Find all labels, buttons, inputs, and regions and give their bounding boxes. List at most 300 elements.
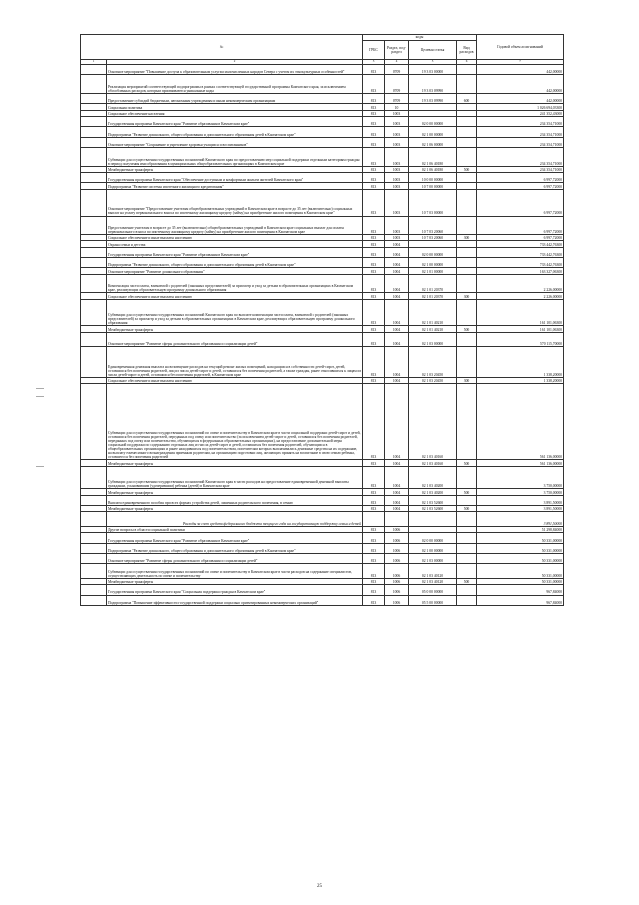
row-vid-cell	[457, 274, 477, 293]
table-row	[81, 466, 564, 489]
row-name-cell: Межбюджетные трансферты	[107, 506, 363, 512]
row-grbs-cell: 813	[363, 495, 385, 505]
row-razdel-cell: 1006	[385, 526, 409, 532]
row-grbs-cell: 813	[363, 75, 385, 94]
row-target-cell: 02 1 01 00000	[409, 268, 457, 274]
row-target-cell: 05 5 00 00000	[409, 595, 457, 605]
row-target-cell: 10 0 00 00000	[409, 173, 457, 183]
row-vid-cell: 300	[457, 293, 477, 299]
row-vid-cell	[457, 173, 477, 183]
col-index: 5	[409, 60, 457, 65]
row-razdel-cell: 1006	[385, 595, 409, 605]
row-number-cell	[81, 189, 107, 216]
row-name-cell: Субвенции для осуществления государственных полномочий по опеке и попечительству в Камчатском крае в части социальной поддержки детей-сирот и детей, оставшихся без попечения родителей, переданных под опеку или попечительство (за исключением детей-сирот и детей, оставшихся без попечения родителей, переданных под опеку или попечительство, обучающихся в федеральных образовательных организациях), на предоставление дополнительной меры социальной поддержки по содержанию отдельных лиц из числа детей-сирот и детей, оставшихся без попечения родителей, обучающихся в общеобразовательных организациях и ранее находившихся под попечительством, попечителям которых выплачивались денежные средства на их содержание, на выплату ежемесячного вознаграждения приемным родителям, на организацию подготовки лиц, желающих принять на воспитание в свою семью ребенка, оставшегося без попечения родителей	[107, 384, 363, 460]
row-grbs-cell: 813	[363, 216, 385, 235]
table-row	[81, 127, 564, 137]
row-razdel-cell	[385, 512, 409, 527]
row-razdel-cell: 1004	[385, 384, 409, 460]
row-amount-cell: 1 338,20000	[477, 347, 564, 378]
row-target-cell: 02 1 06 40180	[409, 148, 457, 167]
row-grbs-cell: 813	[363, 595, 385, 605]
row-name-cell: Подпрограмма "Развитие дошкольного, общего образования и дополнительного образования детей в Камчатском крае"	[107, 543, 363, 553]
table-row	[81, 564, 564, 579]
row-razdel-cell: 1006	[385, 554, 409, 564]
row-amount-cell: 50 331,00000	[477, 578, 564, 584]
row-grbs-cell: 813	[363, 564, 385, 579]
table-header-row	[81, 35, 564, 41]
row-number-cell	[81, 512, 107, 527]
row-vid-cell	[457, 137, 477, 147]
row-number-cell	[81, 495, 107, 505]
row-target-cell: 02 1 03 40160	[409, 460, 457, 466]
row-grbs-cell: 813	[363, 137, 385, 147]
row-target-cell: 19 3 03 09990	[409, 75, 457, 94]
row-amount-cell: 163 327,06300	[477, 268, 564, 274]
row-amount-cell: 50 331,00000	[477, 543, 564, 553]
row-amount-cell: 733 442,76300	[477, 247, 564, 257]
table-row	[81, 65, 564, 75]
table-row	[81, 247, 564, 257]
row-razdel-cell: 0709	[385, 93, 409, 103]
row-amount-cell: 442,00000	[477, 65, 564, 75]
row-grbs-cell: 813	[363, 65, 385, 75]
row-grbs-cell: 813	[363, 384, 385, 460]
table-row	[81, 189, 564, 216]
row-vid-cell	[457, 258, 477, 268]
row-target-cell: 02 1 03 20450	[409, 378, 457, 384]
row-number-cell	[81, 65, 107, 75]
row-amount-cell: 6 997,72000	[477, 189, 564, 216]
row-grbs-cell: 813	[363, 506, 385, 512]
row-grbs-cell: 813	[363, 460, 385, 466]
table-row	[81, 595, 564, 605]
row-razdel-cell: 1004	[385, 378, 409, 384]
row-grbs-cell: 813	[363, 378, 385, 384]
col-header-number: №	[81, 35, 363, 60]
row-number-cell	[81, 127, 107, 137]
row-amount-cell: 50 331,00000	[477, 564, 564, 579]
row-target-cell: 02 1 03 40200	[409, 466, 457, 489]
row-name-cell: Предоставление субсидий бюджетным, автономным учреждениям и иным некоммерческим организациям	[107, 93, 363, 103]
row-grbs-cell: 813	[363, 268, 385, 274]
row-number-cell	[81, 384, 107, 460]
col-index: 7	[477, 60, 564, 65]
row-target-cell: 02 1 03 40200	[409, 489, 457, 495]
row-target-cell: 02 1 01 20370	[409, 293, 457, 299]
row-razdel-cell: 1004	[385, 258, 409, 268]
col-header-grbs: ГРБС	[363, 41, 385, 60]
table-row	[81, 384, 564, 460]
row-name-cell: Социальное обеспечение и иные выплаты населению	[107, 378, 363, 384]
row-razdel-cell: 1003	[385, 148, 409, 167]
row-razdel-cell: 1006	[385, 578, 409, 584]
row-razdel-cell: 1006	[385, 585, 409, 595]
row-grbs-cell: 813	[363, 293, 385, 299]
row-vid-cell: 500	[457, 326, 477, 332]
row-vid-cell: 300	[457, 378, 477, 384]
row-grbs-cell: 813	[363, 554, 385, 564]
row-vid-cell: 500	[457, 489, 477, 495]
row-razdel-cell: 1003	[385, 173, 409, 183]
row-grbs-cell: 813	[363, 258, 385, 268]
row-grbs-cell: 813	[363, 578, 385, 584]
table-row	[81, 75, 564, 94]
row-target-cell: 02 0 00 00000	[409, 116, 457, 126]
budget-table	[80, 34, 564, 606]
table-row	[81, 299, 564, 326]
row-vid-cell	[457, 347, 477, 378]
row-vid-cell	[457, 554, 477, 564]
row-number-cell	[81, 274, 107, 293]
row-grbs-cell: 813	[363, 166, 385, 172]
row-vid-cell	[457, 512, 477, 527]
col-header-razdel: Раздел, под-раздел	[385, 41, 409, 60]
row-razdel-cell: 1004	[385, 347, 409, 378]
row-number-cell	[81, 595, 107, 605]
row-grbs-cell: 813	[363, 466, 385, 489]
table-row	[81, 347, 564, 378]
row-name-cell: Социальная политика	[107, 104, 363, 110]
row-razdel-cell: 1004	[385, 332, 409, 347]
row-vid-cell: 500	[457, 166, 477, 172]
row-name-cell: Межбюджетные трансферты	[107, 460, 363, 466]
row-name-cell: Предоставление учителям в возрасте до 35 лет (включительно) общеобразовательных учреждений в Камчатском крае социальных выплат для оплаты первоначального взноса по ипотечному жилищному кредиту (займу) на приобретение жилого помещения в Камчатском крае	[107, 216, 363, 235]
row-vid-cell	[457, 564, 477, 579]
row-target-cell: 19 3 03 00000	[409, 65, 457, 75]
row-amount-cell: 733 442,76300	[477, 258, 564, 268]
row-amount-cell: 50 331,00000	[477, 554, 564, 564]
row-amount-cell: 967,84000	[477, 595, 564, 605]
row-amount-cell: 1 338,20000	[477, 378, 564, 384]
row-vid-cell	[457, 216, 477, 235]
row-razdel-cell: 10	[385, 104, 409, 110]
row-amount-cell: 561 136,00000	[477, 384, 564, 460]
row-name-cell: Единовременная денежная выплата на возмещение расходов на текущий ремонт жилых помещений, находящихся в собственности детей-сирот, детей, оставшихся без попечения родителей, лиц из числа детей-сирот и детей, оставшихся без попечения родителей, а также граждан, ранее относившихся к лицам из числа детей-сирот и детей, оставшихся без попечения родителей, в Камчатском крае	[107, 347, 363, 378]
col-index: 1	[81, 60, 107, 65]
row-amount-cell: 2 226,00000	[477, 293, 564, 299]
row-razdel-cell: 1004	[385, 268, 409, 274]
row-razdel-cell: 1006	[385, 564, 409, 579]
row-grbs-cell: 813	[363, 104, 385, 110]
scan-margin-mark	[36, 388, 44, 389]
row-target-cell: 02 1 03 52600	[409, 495, 457, 505]
row-name-cell: Охрана семьи и детства	[107, 241, 363, 247]
row-grbs-cell: 813	[363, 585, 385, 595]
row-amount-cell: 6 997,72000	[477, 183, 564, 189]
col-index: 3	[363, 60, 385, 65]
table-row	[81, 173, 564, 183]
row-target-cell: 10 7 03 20060	[409, 216, 457, 235]
table-row	[81, 495, 564, 505]
row-grbs-cell: 813	[363, 326, 385, 332]
table-row	[81, 533, 564, 543]
row-name-cell: Основное мероприятие "Предоставление учителям общеобразовательных учреждений в Камчатском крае в возрасте до 35 лет (включительно) социальных выплат на уплату первоначального взноса по ипотечному жилищному кредиту (займу) на приобретение жилого помещения в Камчатском крае"	[107, 189, 363, 216]
table-row	[81, 258, 564, 268]
row-target-cell: 02 1 01 40210	[409, 299, 457, 326]
row-grbs-cell: 813	[363, 127, 385, 137]
row-vid-cell	[457, 189, 477, 216]
row-grbs-cell: 813	[363, 93, 385, 103]
budget-rows	[81, 65, 564, 606]
table-row	[81, 93, 564, 103]
row-target-cell: 02 1 00 00000	[409, 127, 457, 137]
row-name-cell: Государственная программа Камчатского края "Развитие образования в Камчатском крае"	[107, 116, 363, 126]
row-amount-cell: 51 298,84000	[477, 526, 564, 532]
row-razdel-cell: 1003	[385, 189, 409, 216]
table-row	[81, 512, 564, 527]
row-razdel-cell: 1004	[385, 460, 409, 466]
row-amount-cell: 967,84000	[477, 585, 564, 595]
row-amount-cell: 6 997,72000	[477, 173, 564, 183]
row-name-cell: Государственная программа Камчатского края "Социальная поддержка граждан в Камчатском крае"	[107, 585, 363, 595]
row-target-cell: 02 1 03 00000	[409, 554, 457, 564]
row-grbs-cell	[363, 512, 385, 527]
row-number-cell	[81, 75, 107, 94]
row-razdel-cell: 0709	[385, 75, 409, 94]
row-vid-cell: 500	[457, 460, 477, 466]
row-vid-cell	[457, 299, 477, 326]
row-grbs-cell: 813	[363, 489, 385, 495]
row-amount-cell: 6 997,72000	[477, 216, 564, 235]
row-razdel-cell: 1003	[385, 166, 409, 172]
row-name-cell: Основное мероприятие "Сохранение и укрепление здоровья учащихся и воспитанников"	[107, 137, 363, 147]
row-razdel-cell: 1004	[385, 326, 409, 332]
row-vid-cell	[457, 148, 477, 167]
row-vid-cell	[457, 65, 477, 75]
col-index: 6	[457, 60, 477, 65]
row-vid-cell	[457, 75, 477, 94]
row-target-cell: 02 0 00 00000	[409, 533, 457, 543]
row-vid-cell	[457, 466, 477, 489]
row-name-cell: Социальное обеспечение и иные выплаты населению	[107, 235, 363, 241]
row-name-cell: Межбюджетные трансферты	[107, 326, 363, 332]
row-razdel-cell: 1004	[385, 247, 409, 257]
row-target-cell: 02 1 03 00000	[409, 332, 457, 347]
row-vid-cell	[457, 332, 477, 347]
row-grbs-cell: 813	[363, 347, 385, 378]
row-target-cell: 02 1 06 00000	[409, 137, 457, 147]
row-amount-cell: 3 750,00000	[477, 489, 564, 495]
row-target-cell: 10 7 03 00000	[409, 189, 457, 216]
row-grbs-cell: 813	[363, 274, 385, 293]
row-name-cell: Государственная программа Камчатского края "Обеспечение доступным и комфортным жильем жителей Камчатского края"	[107, 173, 363, 183]
row-name-cell: Социальное обеспечение населения	[107, 110, 363, 116]
row-number-cell	[81, 93, 107, 103]
row-name-cell: Расходы за счет средств федерального бюджета текущего года на государственную поддержку семьи и детей	[107, 512, 363, 527]
row-target-cell: 02 1 03 52600	[409, 506, 457, 512]
row-amount-cell: 561 136,00000	[477, 460, 564, 466]
row-name-cell: Субвенции для осуществления государственных полномочий по опеке и попечительству в Камчатском крае в части расходов на содержание специалистов, осуществляющих деятельность по опеке и попечительству	[107, 564, 363, 579]
row-name-cell: Государственная программа Камчатского края "Развитие образования в Камчатском крае"	[107, 533, 363, 543]
row-amount-cell: 234 354,71000	[477, 148, 564, 167]
table-row	[81, 543, 564, 553]
row-razdel-cell: 1003	[385, 183, 409, 189]
row-amount-cell: 570 115,70000	[477, 332, 564, 347]
row-name-cell: Компенсация части платы, взимаемой с родителей (законных представителей) за присмотр и уход за детьми в образовательных организациях в Камчатском крае, реализующих образовательную программу дошкольного образования	[107, 274, 363, 293]
row-grbs-cell: 813	[363, 173, 385, 183]
table-row	[81, 116, 564, 126]
table-row	[81, 585, 564, 595]
row-amount-cell: 241 352,43000	[477, 110, 564, 116]
row-razdel-cell: 1003	[385, 216, 409, 235]
scan-margin-mark	[36, 466, 44, 467]
row-amount-cell: 50 331,00000	[477, 533, 564, 543]
row-number-cell	[81, 247, 107, 257]
row-name-cell: Подпрограмма "Повышение эффективности государственной поддержки социально ориентированных некоммерческих организаций"	[107, 595, 363, 605]
row-name-cell: Подпрограмма "Развитие системы ипотечного жилищного кредитования"	[107, 183, 363, 189]
row-target-cell: 02 1 03 20450	[409, 347, 457, 378]
row-razdel-cell: 1004	[385, 495, 409, 505]
scan-margin-mark	[36, 396, 44, 397]
row-vid-cell	[457, 533, 477, 543]
row-grbs-cell: 813	[363, 533, 385, 543]
row-razdel-cell: 1004	[385, 466, 409, 489]
row-razdel-cell: 1006	[385, 533, 409, 543]
row-number-cell	[81, 347, 107, 378]
row-razdel-cell: 1006	[385, 543, 409, 553]
row-vid-cell	[457, 247, 477, 257]
row-target-cell: 02 1 00 00000	[409, 258, 457, 268]
row-grbs-cell: 813	[363, 235, 385, 241]
row-razdel-cell: 1003	[385, 110, 409, 116]
page-number: 25	[317, 884, 322, 889]
table-row	[81, 137, 564, 147]
row-grbs-cell: 813	[363, 148, 385, 167]
row-vid-cell	[457, 116, 477, 126]
row-number-cell	[81, 137, 107, 147]
row-grbs-cell: 813	[363, 110, 385, 116]
row-name-cell: Межбюджетные трансферты	[107, 578, 363, 584]
row-number-cell	[81, 554, 107, 564]
row-grbs-cell: 813	[363, 543, 385, 553]
row-grbs-cell: 813	[363, 189, 385, 216]
row-number-cell	[81, 216, 107, 235]
row-number-cell	[81, 258, 107, 268]
row-amount-cell: 733 442,76300	[477, 241, 564, 247]
row-amount-cell: 234 354,71000	[477, 166, 564, 172]
row-target-cell	[409, 512, 457, 527]
row-name-cell: Реализация мероприятий соответствующей подпрограммы в рамках соответствующей государственной программы Камчатского края, за исключением обособленных расходов, которым присваиваются уникальные коды	[107, 75, 363, 94]
row-amount-cell: 161 101,06300	[477, 326, 564, 332]
row-razdel-cell: 1004	[385, 293, 409, 299]
row-number-cell	[81, 585, 107, 595]
row-grbs-cell: 813	[363, 332, 385, 347]
row-name-cell: Основное мероприятие "Повышение доступа к образовательным услугам малочисленных народов Севера с учетом их этнокультурных особенностей"	[107, 65, 363, 75]
row-target-cell: 05 0 00 00000	[409, 585, 457, 595]
row-name-cell: Межбюджетные трансферты	[107, 166, 363, 172]
row-amount-cell: 442,00000	[477, 93, 564, 103]
row-name-cell: Социальное обеспечение и иные выплаты населению	[107, 293, 363, 299]
row-target-cell: 10 7 00 00000	[409, 183, 457, 189]
row-razdel-cell: 1004	[385, 274, 409, 293]
row-amount-cell: 234 354,71000	[477, 127, 564, 137]
row-vid-cell: 500	[457, 578, 477, 584]
row-name-cell: Государственная программа Камчатского края "Развитие образования в Камчатском крае"	[107, 247, 363, 257]
row-name-cell: Субвенции для осуществления государственных полномочий Камчатского края в части расходов на предоставление единовременной денежной выплаты гражданам, усыновившим (удочерившим) ребенка (детей) в Камчатском крае	[107, 466, 363, 489]
row-name-cell: Другие вопросы в области социальной политики	[107, 526, 363, 532]
row-name-cell: Основное мероприятие "Развитие сферы дополнительного образования и социализации детей"	[107, 554, 363, 564]
row-number-cell	[81, 543, 107, 553]
row-amount-cell: 234 354,71000	[477, 116, 564, 126]
row-grbs-cell: 813	[363, 241, 385, 247]
table-row	[81, 274, 564, 293]
row-razdel-cell: 1004	[385, 299, 409, 326]
col-header-amount: Годовой объем ассигнований	[477, 35, 564, 60]
row-number-cell	[81, 299, 107, 326]
row-name-cell: Основное мероприятие "Развитие дошкольного образования"	[107, 268, 363, 274]
table-row	[81, 216, 564, 235]
row-vid-cell	[457, 495, 477, 505]
col-index: 4	[385, 60, 409, 65]
row-number-cell	[81, 332, 107, 347]
row-razdel-cell: 1003	[385, 235, 409, 241]
row-target-cell: 02 1 03 40120	[409, 564, 457, 579]
row-number-cell	[81, 466, 107, 489]
row-vid-cell	[457, 543, 477, 553]
row-grbs-cell: 813	[363, 183, 385, 189]
row-number-cell	[81, 173, 107, 183]
row-grbs-cell: 813	[363, 247, 385, 257]
row-grbs-cell: 813	[363, 526, 385, 532]
row-razdel-cell: 1003	[385, 137, 409, 147]
col-index: 2	[107, 60, 363, 65]
row-name-cell: Субвенции для осуществления государственных полномочий Камчатского края по выплате компенсации части платы, взимаемой с родителей (законных представителей) за присмотр и уход за детьми в образовательных организациях в Камчатском крае, реализующих образовательную программу дошкольного образования	[107, 299, 363, 326]
row-amount-cell: 3 891,50000	[477, 506, 564, 512]
row-razdel-cell: 1004	[385, 241, 409, 247]
row-number-cell	[81, 116, 107, 126]
col-header-target: Целевая статья	[409, 41, 457, 60]
row-target-cell: 19 3 03 09990	[409, 93, 457, 103]
row-vid-cell: 300	[457, 235, 477, 241]
row-razdel-cell: 1004	[385, 489, 409, 495]
row-vid-cell: 500	[457, 506, 477, 512]
row-number-cell	[81, 148, 107, 167]
row-amount-cell: 2 226,00000	[477, 274, 564, 293]
row-number-cell	[81, 564, 107, 579]
row-amount-cell: 234 354,71000	[477, 137, 564, 147]
row-target-cell: 02 1 01 40210	[409, 326, 457, 332]
row-name-cell: Субвенции для осуществления государственных полномочий Камчатского края по предоставлению мер социальной поддержки отдельным категориям граждан в период получения ими образования в муниципальных общеобразовательных организациях в Камчатском крае	[107, 148, 363, 167]
col-header-codes: коды	[363, 35, 477, 41]
row-number-cell	[81, 533, 107, 543]
row-razdel-cell: 1003	[385, 127, 409, 137]
row-name-cell: Выплата единовременного пособия при всех формах устройства детей, лишенных родительского попечения, в семью	[107, 495, 363, 505]
row-amount-cell: 3 750,00000	[477, 466, 564, 489]
table-row	[81, 148, 564, 167]
row-name-cell: Подпрограмма "Развитие дошкольного, общего образования и дополнительного образования детей в Камчатском крае"	[107, 127, 363, 137]
row-amount-cell: 6 997,72000	[477, 235, 564, 241]
row-name-cell: Подпрограмма "Развитие дошкольного, общего образования и дополнительного образования детей в Камчатском крае"	[107, 258, 363, 268]
row-target-cell: 10 7 03 20060	[409, 235, 457, 241]
row-amount-cell: 3 891,50000	[477, 512, 564, 527]
row-target-cell: 02 1 03 40160	[409, 384, 457, 460]
row-amount-cell: 442,00000	[477, 75, 564, 94]
row-grbs-cell: 813	[363, 116, 385, 126]
row-target-cell: 02 1 06 40180	[409, 166, 457, 172]
row-grbs-cell: 813	[363, 299, 385, 326]
row-target-cell: 02 1 03 40120	[409, 578, 457, 584]
row-vid-cell: 600	[457, 93, 477, 103]
row-vid-cell	[457, 127, 477, 137]
row-target-cell: 02 1 00 00000	[409, 543, 457, 553]
row-amount-cell: 3 891,50000	[477, 495, 564, 505]
row-amount-cell: 161 101,06300	[477, 299, 564, 326]
row-vid-cell	[457, 585, 477, 595]
row-razdel-cell: 1004	[385, 506, 409, 512]
row-name-cell: Межбюджетные трансферты	[107, 489, 363, 495]
row-target-cell: 02 0 00 00000	[409, 247, 457, 257]
col-header-vid: Вид расходов	[457, 41, 477, 60]
